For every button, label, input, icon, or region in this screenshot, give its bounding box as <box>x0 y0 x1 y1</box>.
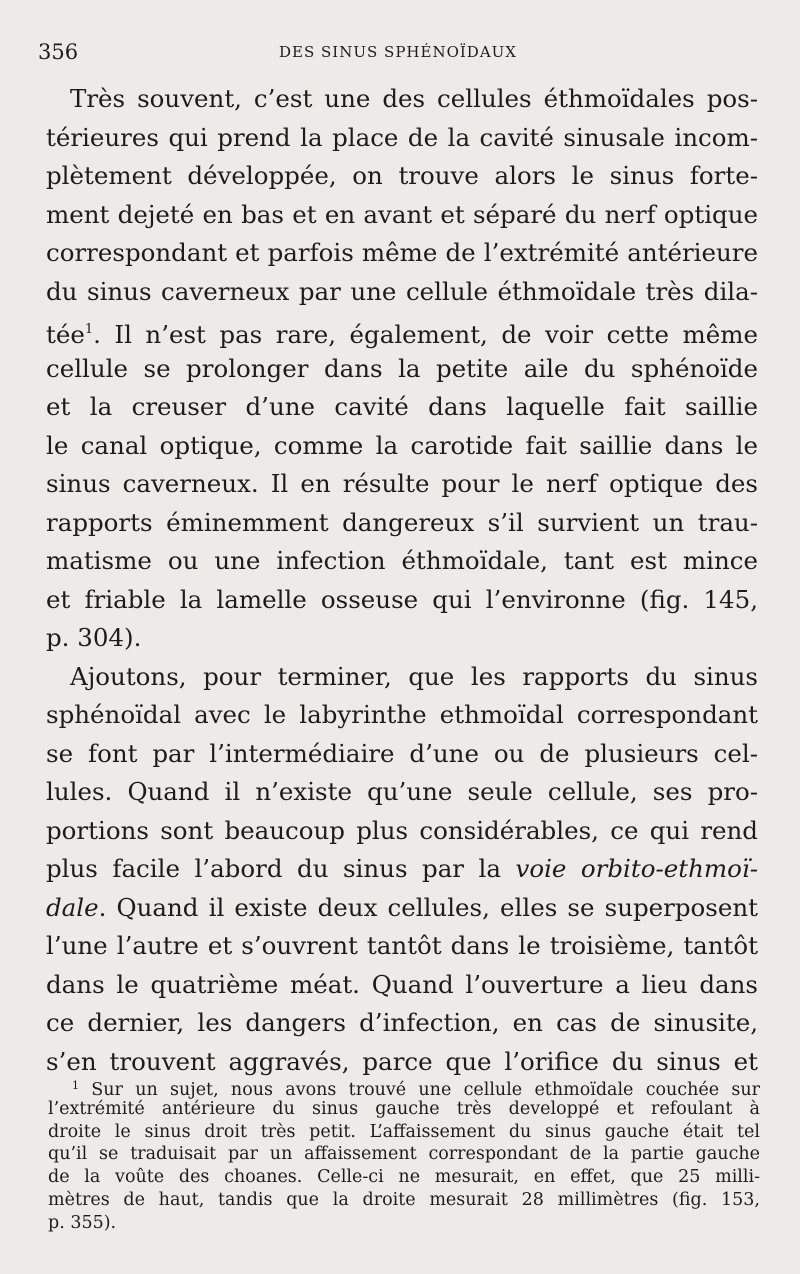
text-line: se font par l’intermédiaire d’une ou de plusieurs cel- <box>46 738 758 768</box>
text-fragment: plus facile l’abord du sinus par la <box>46 854 516 883</box>
text-line: s’en trouvent aggravés, parce que l’orifice du sinus et <box>46 1046 758 1076</box>
text-line: ce dernier, les dangers d’infection, en cas de sinusite, <box>46 1008 758 1037</box>
text-line: l’une l’autre et s’ouvrent tantôt dans le troisième, tantôt <box>46 931 758 960</box>
footnote-line: de la voûte des choanes. Celle-ci ne mesurait, en effet, que 25 milli- <box>48 1167 760 1188</box>
text-fragment: tée <box>46 320 85 349</box>
text-line: Ajoutons, pour terminer, que les rapports du sinus <box>70 661 758 691</box>
footnote-marker: 1 <box>72 1079 79 1092</box>
footnote-line: qu’il se traduisait par un affaissement correspondant de la partie gauche <box>48 1144 760 1165</box>
text-line: le canal optique, comme la carotide fait saillie dans le <box>46 430 758 460</box>
text-line: ment dejeté en bas et en avant et séparé du nerf optique <box>46 199 758 229</box>
text-fragment: . Il n’est pas rare, également, de voir cette même <box>93 320 758 349</box>
text-line: Très souvent, c’est une des cellules éthmoïdales pos- <box>70 84 758 113</box>
paragraph-1 <box>46 80 758 658</box>
text-fragment: . Quand il existe deux cellules, elles se superposent <box>98 892 758 922</box>
body-text <box>46 80 758 1081</box>
text-line: plètement développée, on trouve alors le sinus forte- <box>46 161 758 190</box>
text-line <box>46 889 758 928</box>
running-title: DES SINUS SPHÉNOÏDAUX <box>279 43 517 61</box>
text-line: p. 304). <box>46 623 142 652</box>
text-line: et la creuser d’une cavité dans laquelle fait saillie <box>46 392 758 421</box>
text-line: rapports éminemment dangereux s’il survient un trau- <box>46 507 758 537</box>
text-line <box>46 850 758 889</box>
italic-term: voie orbito-ethmoï- <box>515 854 758 883</box>
footnote-line: droite le sinus droit très petit. L’affaissement du sinus gauche était tel <box>48 1121 760 1142</box>
footnote-reference: 1 <box>84 322 94 337</box>
text-line: lules. Quand il n’existe qu’une seule cellule, ses pro- <box>46 777 758 806</box>
footnote-line: mètres de haut, tandis que la droite mesurait 28 millimètres (fig. 153, <box>48 1189 760 1210</box>
paragraph-2 <box>46 658 758 1082</box>
page-number: 356 <box>38 40 79 64</box>
text-line <box>46 311 758 350</box>
text-line: portions sont beaucoup plus considérables, ce qui rend <box>46 815 758 845</box>
text-line: du sinus caverneux par une cellule éthmoïdale très dila- <box>46 276 758 306</box>
footnote-line: p. 355). <box>48 1212 117 1233</box>
text-line: cellule se prolonger dans la petite aile du sphénoïde <box>46 353 758 383</box>
text-fragment: Sur un sujet, nous avons trouvé une cellule ethmoïdale couchée sur <box>79 1080 760 1100</box>
page-header <box>38 40 758 70</box>
text-line: correspondant et parfois même de l’extrémité antérieure <box>46 238 758 267</box>
footnote-line: l’extrémité antérieure du sinus gauche très developpé et refoulant à <box>48 1098 760 1119</box>
text-line: sinus caverneux. Il en résulte pour le nerf optique des <box>46 469 758 498</box>
text-line: térieures qui prend la place de la cavité sinusale incom- <box>46 122 758 152</box>
italic-term: dale <box>46 892 99 922</box>
footnote-line <box>48 1075 760 1098</box>
text-line: et friable la lamelle osseuse qui l’environne (fig. 145, <box>46 584 758 614</box>
text-line: dans le quatrième méat. Quand l’ouverture a lieu dans <box>46 969 758 999</box>
text-line: sphénoïdal avec le labyrinthe ethmoïdal correspondant <box>46 700 758 729</box>
text-line: matisme ou une infection éthmoïdale, tant est mince <box>46 546 758 575</box>
footnote <box>48 1075 760 1235</box>
